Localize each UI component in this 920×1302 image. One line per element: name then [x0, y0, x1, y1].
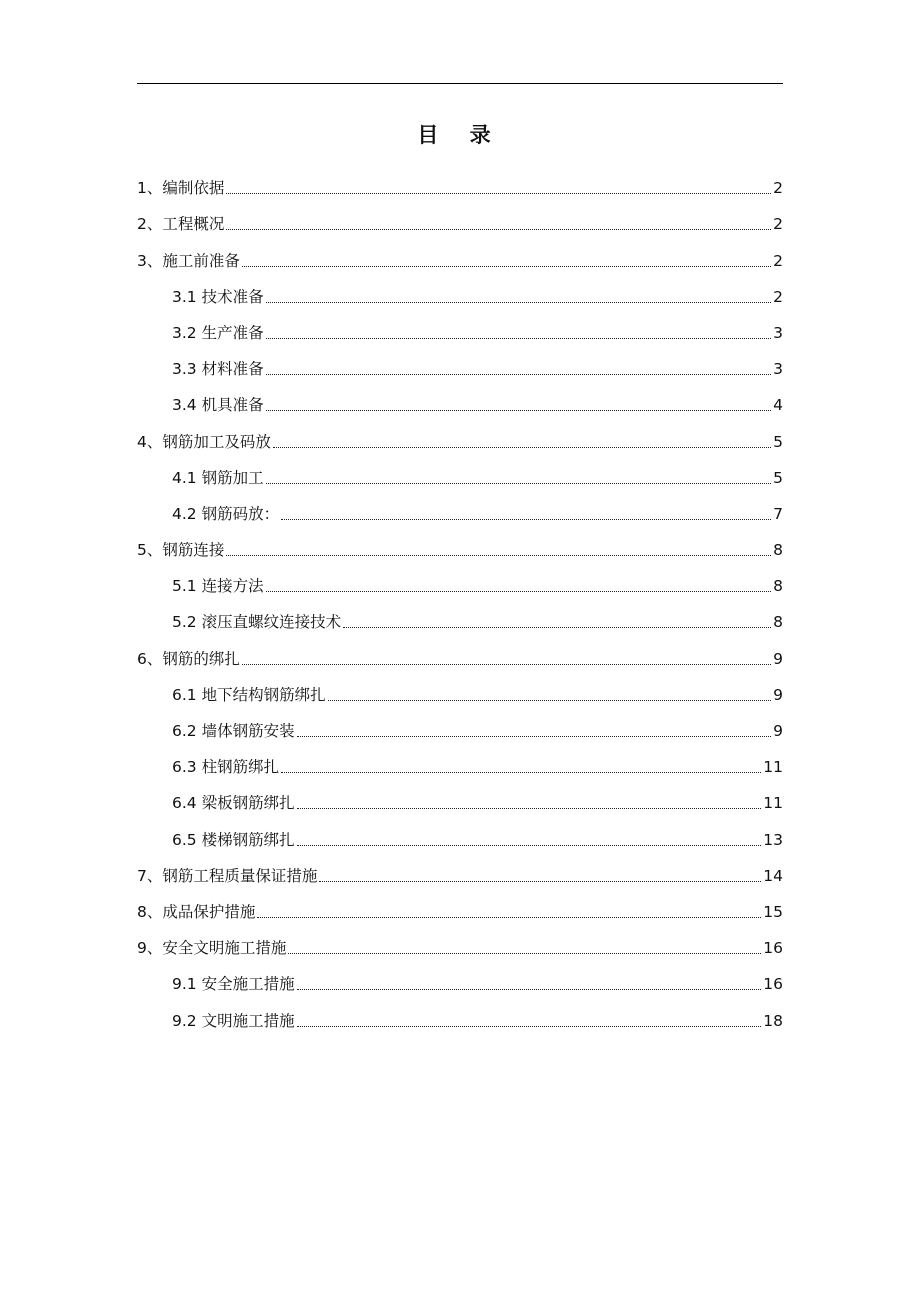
- toc-entry[interactable]: [137, 994, 783, 1030]
- toc-entry-page-number: 3: [773, 323, 783, 342]
- toc-entry-page-number: 4: [773, 396, 783, 415]
- toc-entry-label: 8、成品保护措施: [137, 902, 256, 921]
- toc-entry-label: 5.1 连接方法: [172, 577, 264, 596]
- toc-entry[interactable]: [137, 886, 783, 922]
- toc-entry-label: 9.1 安全施工措施: [172, 975, 295, 994]
- toc-entry-label: 5.2 滚压直螺纹连接技术: [172, 613, 342, 632]
- toc-dot-leader: [319, 881, 761, 882]
- toc-entry-page-number: 13: [763, 830, 783, 849]
- toc-entry-page-number: 8: [773, 541, 783, 560]
- toc-entry-page-number: 9: [773, 722, 783, 740]
- toc-entry-page-number: 16: [763, 975, 783, 994]
- toc-dot-leader: [297, 736, 772, 737]
- header-rule: [137, 83, 783, 84]
- toc-dot-leader: [273, 447, 771, 448]
- toc-dot-leader: [266, 483, 772, 484]
- toc-entry-page-number: 8: [773, 577, 783, 596]
- toc-entry-label: 9.2 文明施工措施: [172, 1011, 295, 1030]
- toc-entry-page-number: 5: [773, 432, 783, 451]
- toc-entry-page-number: 2: [773, 287, 783, 306]
- toc-entry[interactable]: [137, 379, 783, 415]
- toc-entry[interactable]: [137, 596, 783, 632]
- toc-entry-page-number: 9: [773, 649, 783, 668]
- toc-entry[interactable]: [137, 452, 783, 488]
- toc-entry-label: 3.1 技术准备: [172, 287, 264, 306]
- toc-dot-leader: [226, 193, 771, 194]
- toc-entry-page-number: 8: [773, 613, 783, 632]
- toc-entry[interactable]: [137, 560, 783, 596]
- toc-entry-label: 3.2 生产准备: [172, 323, 264, 342]
- toc-entry-page-number: 2: [773, 215, 783, 234]
- toc-title: 目 录: [417, 123, 503, 147]
- toc-entry-label: 6.1 地下结构钢筋绑扎: [172, 685, 326, 704]
- toc-entry[interactable]: [137, 415, 783, 451]
- toc-dot-leader: [288, 953, 761, 954]
- toc-dot-leader: [328, 700, 772, 701]
- toc-dot-leader: [297, 1026, 762, 1027]
- toc-entry[interactable]: [137, 198, 783, 234]
- toc-entry-page-number: 11: [763, 758, 783, 777]
- toc-entry-page-number: 18: [763, 1011, 783, 1030]
- toc-entry[interactable]: [137, 958, 783, 994]
- toc-entry-label: 6.3 柱钢筋绑扎: [172, 758, 280, 777]
- toc-entry-page-number: 15: [763, 902, 783, 921]
- toc-dot-leader: [297, 989, 762, 990]
- toc-dot-leader: [226, 555, 771, 556]
- toc-dot-leader: [266, 302, 772, 303]
- toc-entry-label: 9、安全文明施工措施: [137, 939, 287, 958]
- toc-dot-leader: [266, 410, 772, 411]
- toc-entry-label: 7、钢筋工程质量保证措施: [137, 866, 318, 885]
- toc-dot-leader: [242, 664, 771, 665]
- toc-entry[interactable]: [137, 777, 783, 813]
- toc-entry-page-number: 16: [763, 939, 783, 958]
- toc-entry[interactable]: [137, 741, 783, 777]
- toc-dot-leader: [266, 591, 772, 592]
- toc-entry[interactable]: [137, 524, 783, 560]
- toc-entry[interactable]: [137, 234, 783, 270]
- toc-entry-label: 6、钢筋的绑扎: [137, 649, 240, 668]
- toc-dot-leader: [266, 338, 772, 339]
- toc-entry-label: 3.4 机具准备: [172, 396, 264, 415]
- toc-entry-page-number: 9: [773, 685, 783, 704]
- toc-entry[interactable]: [137, 850, 783, 886]
- toc-entry[interactable]: [137, 271, 783, 307]
- toc-entry[interactable]: [137, 669, 783, 705]
- toc-dot-leader: [281, 772, 761, 773]
- toc-entry[interactable]: [137, 307, 783, 343]
- toc-entry-label: 4.2 钢筋码放：: [172, 504, 280, 523]
- toc-entry-label: 3、施工前准备: [137, 251, 240, 270]
- toc-entry[interactable]: [137, 343, 783, 379]
- toc-entry-label: 2、工程概况: [137, 215, 225, 234]
- toc-dot-leader: [226, 229, 771, 230]
- toc-entry-label: 1、编制依据: [137, 179, 225, 198]
- toc-entry[interactable]: [137, 632, 783, 668]
- toc-dot-leader: [297, 845, 762, 846]
- toc-entry-label: 4.1 钢筋加工: [172, 468, 264, 487]
- toc-entry-label: 6.5 楼梯钢筋绑扎: [172, 830, 295, 849]
- toc-entry[interactable]: [137, 813, 783, 849]
- toc-dot-leader: [257, 917, 761, 918]
- toc-dot-leader: [281, 519, 771, 520]
- toc-dot-leader: [343, 627, 771, 628]
- toc-entry-label: 3.3 材料准备: [172, 360, 264, 379]
- toc-entry-label: 6.4 梁板钢筋绑扎: [172, 794, 295, 813]
- toc-dot-leader: [242, 266, 771, 267]
- toc-entry[interactable]: [137, 922, 783, 958]
- toc-entry-page-number: 2: [773, 179, 783, 198]
- table-of-contents: [137, 162, 783, 1031]
- toc-entry-page-number: 2: [773, 251, 783, 270]
- toc-entry-label: 5、钢筋连接: [137, 541, 225, 560]
- toc-entry-page-number: 3: [773, 360, 783, 379]
- toc-entry-label: 4、钢筋加工及码放: [137, 432, 271, 451]
- toc-entry-page-number: 11: [763, 794, 783, 813]
- toc-entry-page-number: 5: [773, 468, 783, 487]
- toc-entry-page-number: 7: [773, 504, 783, 523]
- toc-entry[interactable]: [137, 705, 783, 741]
- toc-dot-leader: [297, 808, 762, 809]
- toc-entry[interactable]: [137, 162, 783, 198]
- toc-entry-label: 6.2 墙体钢筋安装: [172, 722, 295, 740]
- toc-dot-leader: [266, 374, 772, 375]
- toc-entry[interactable]: [137, 488, 783, 524]
- toc-entry-page-number: 14: [763, 866, 783, 885]
